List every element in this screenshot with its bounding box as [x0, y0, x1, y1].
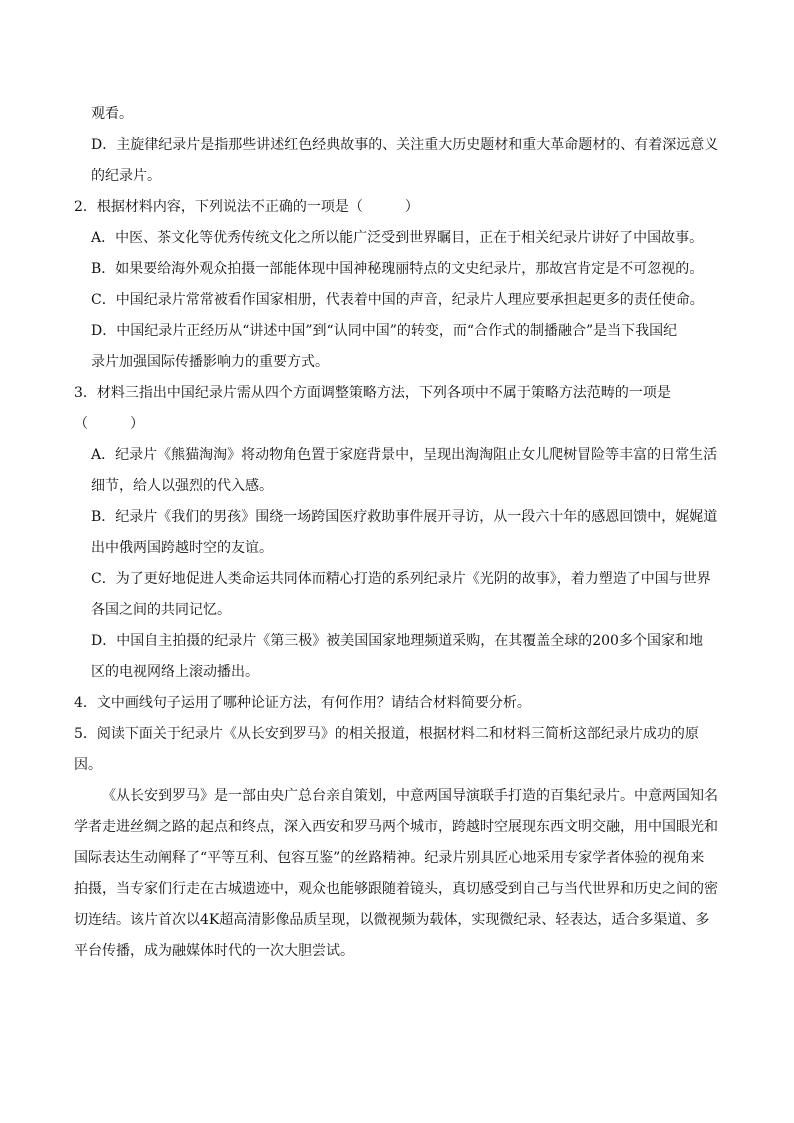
- text-line: 细节，给人以强烈的代入感。: [91, 478, 273, 494]
- option-d-line: D．主旋律纪录片是指那些讲述红色经典故事的、关注重大历史题材和重大革命题材的、有着深远意义: [91, 137, 719, 153]
- passage-line: 学者走进丝绸之路的起点和终点，深入西安和罗马两个城市，跨越时空展现东西文明交融，用中国眼光和: [74, 819, 718, 835]
- text-line: 因。: [74, 757, 102, 773]
- option-a-line: A．中医、茶文化等优秀传统文化之所以能广泛受到世界瞩目，正在于相关纪录片讲好了中国故事。: [91, 230, 704, 246]
- text-line: 录片加强国际传播影响力的重要方式。: [91, 354, 329, 370]
- passage-line: 平台传播，成为融媒体时代的一次大胆尝试。: [74, 943, 354, 959]
- passage-line: 拍摄，当专家们行走在古城遗迹中，观众也能够跟随着镜头，真切感受到自己与当代世界和历史之间的密: [74, 881, 718, 897]
- passage-line: 国际表达生动阐释了“平等互利、包容互鉴”的丝路精神。纪录片别具匠心地采用专家学者体验的视角来: [74, 850, 705, 866]
- text-line: 出中俄两国跨越时空的友谊。: [91, 540, 273, 556]
- option-d-line: D．中国纪录片正经历从“讲述中国”到“认同中国”的转变，而“合作式的制播融合”是当下我国纪: [91, 323, 678, 339]
- question-3: 3．材料三指出中国纪录片需从四个方面调整策略方法，下列各项中不属于策略方法范畴的一项是: [74, 385, 671, 401]
- option-a-line: A．纪录片《熊猫淘淘》将动物角色置于家庭背景中，呈现出淘淘阻止女儿爬树冒险等丰富的日常生活: [91, 447, 718, 463]
- option-c-line: C．中国纪录片常常被看作国家相册，代表着中国的声音，纪录片人理应要承担起更多的责任使命。: [91, 292, 704, 308]
- option-d-line: D．中国自主拍摄的纪录片《第三极》被美国国家地理频道采购，在其覆盖全球的200多个国家和地: [91, 633, 703, 649]
- question-2: 2．根据材料内容，下列说法不正确的一项是（ ）: [74, 199, 419, 215]
- answer-blank: （ ）: [74, 416, 144, 432]
- passage-line: 《从长安到罗马》是一部由央广总台亲自策划，中意两国导演联手打造的百集纪录片。中意两国知名: [102, 788, 718, 804]
- text-line: 的纪录片。: [91, 168, 161, 184]
- question-4: 4．文中画线句子运用了哪种论证方法，有何作用？请结合材料简要分析。: [74, 695, 531, 711]
- option-b-line: B．纪录片《我们的男孩》围绕一场跨国医疗救助事件展开寻访，从一段六十年的感恩回馈中，娓娓道: [91, 509, 718, 525]
- text-line: 区的电视网络上滚动播出。: [91, 664, 259, 680]
- option-c-line: C．为了更好地促进人类命运共同体而精心打造的系列纪录片《光阴的故事》，着力塑造了中国与世界: [91, 571, 711, 587]
- question-5: 5．阅读下面关于纪录片《从长安到罗马》的相关报道，根据材料二和材料三简析这部纪录片成功的原: [74, 726, 699, 742]
- text-line: 各国之间的共同记忆。: [91, 602, 231, 618]
- passage-line: 切连结。该片首次以4K超高清影像品质呈现，以微视频为载体，实现微纪录、轻表达，适合多渠道、多: [74, 912, 710, 928]
- text-line: 观看。: [91, 106, 133, 122]
- option-b-line: B．如果要给海外观众拍摄一部能体现中国神秘瑰丽特点的文史纪录片，那故宫肯定是不可忽视的。: [91, 261, 704, 277]
